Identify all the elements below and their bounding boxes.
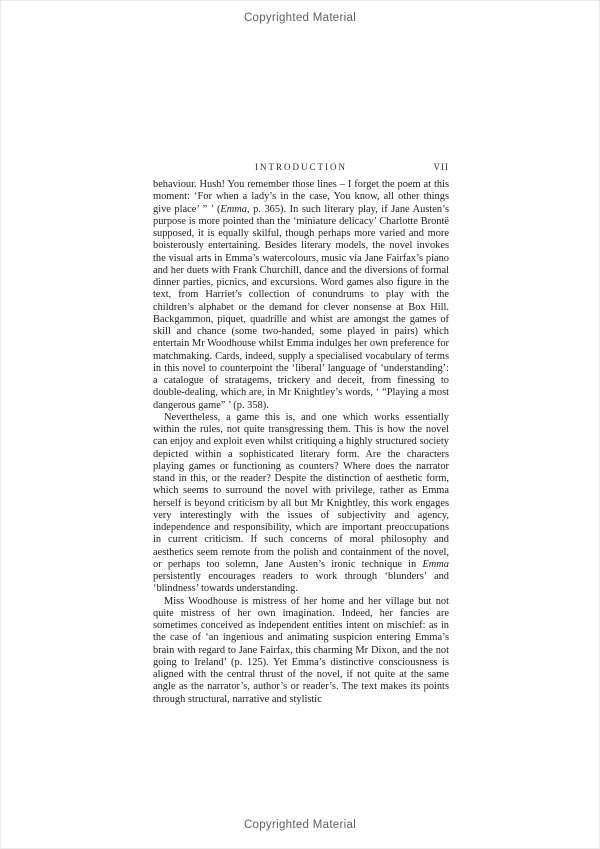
text-segment: behaviour. Hush! You remember those lines – I forget the poem at this moment: ‘For when a lady’s in the case, You know, all other things give place’ ” ’ ( [153,179,449,215]
header-page-number: VII [433,162,449,172]
paragraph [153,412,449,596]
header-title: INTRODUCTION [255,162,347,172]
text-segment: Miss Woodhouse is mistress of her home and her village but not quite mistress of her own imagination. Indeed, her fancies are sometimes conceived as independent entities intent on mischief: as in the case of ‘an ingenious and animating suspicion entering Emma’s brain with regard to Jane Fairfax, this charming Mr Dixon, and the not going to Ireland’ (p. 125). Yet Emma’s distinctive consciousness is aligned with the central thrust of the novel, if not quite at the same angle as the narrator’s, author’s or reader’s. The text makes its points through structural, narrative and stylistic [153,595,449,705]
top-copyright-banner: Copyrighted Material [243,12,357,24]
text-segment: persistently encourages readers to work through ‘blunders’ and ‘blindness’ towards understanding. [153,571,449,595]
bottom-copyright-banner: Copyrighted Material [243,819,357,831]
paragraph [153,179,449,412]
page-body [153,179,449,706]
italic-text-segment: Emma [422,558,449,570]
text-segment: Nevertheless, a game this is, and one which works essentially within the rules, not quite transgressing them. This is how the novel can enjoy and exploit even whilst critiquing a highly structured society depicted within a sophisticated literary form. Are the characters playing games or functioning as counters? Where does the narrator stand in this, or the reader? Despite the distinction of aesthetic form, which seems to surround the novel with privilege, rather as Emma herself is beyond criticism by all but Mr Knightley, this work engages very interestingly with the issues of subjectivity and agency, independence and responsibility, which are important preoccupations in current criticism. If such concerns of moral philosophy and aesthetics seem remote from the polish and containment of the novel, or perhaps too solemn, Jane Austen’s ironic technique in [153,411,449,570]
page-header [153,162,449,172]
paragraph [153,596,449,706]
text-segment: , p. 365). In such literary play, if Jane Austen’s purpose is more pointed than the ‘miniature delicacy’ Charlotte Brontë supposed, it is equally skilful, though perhaps more varied and more boisterously entertaining. Besides literary models, the novel invokes the visual arts in Emma’s watercolours, music via Jane Fairfax’s piano and her duets with Frank Churchill, dance and the diversions of formal dinner parties, picnics, and excursions. Word games also figure in the text, from Harriet’s collection of conundrums to play with the children’s alphabet or the demand for clever nonsense at Box Hill. Backgammon, piquet, quadrille and whist are amongst the games of skill and chance (some two-handed, some played in pairs) which entertain Mr Woodhouse whilst Emma indulges her own preference for matchmaking. Cards, indeed, supply a specialised vocabulary of terms in this novel to counterpoint the ‘liberal’ language of ‘understanding’: a catalogue of stratagems, trickery and deceit, from finessing to double-dealing, which are, in Mr Knightley’s words, ‘ “Playing a most dangerous game” ’ (p. 358). [153,203,449,411]
italic-text-segment: Emma [220,203,247,215]
